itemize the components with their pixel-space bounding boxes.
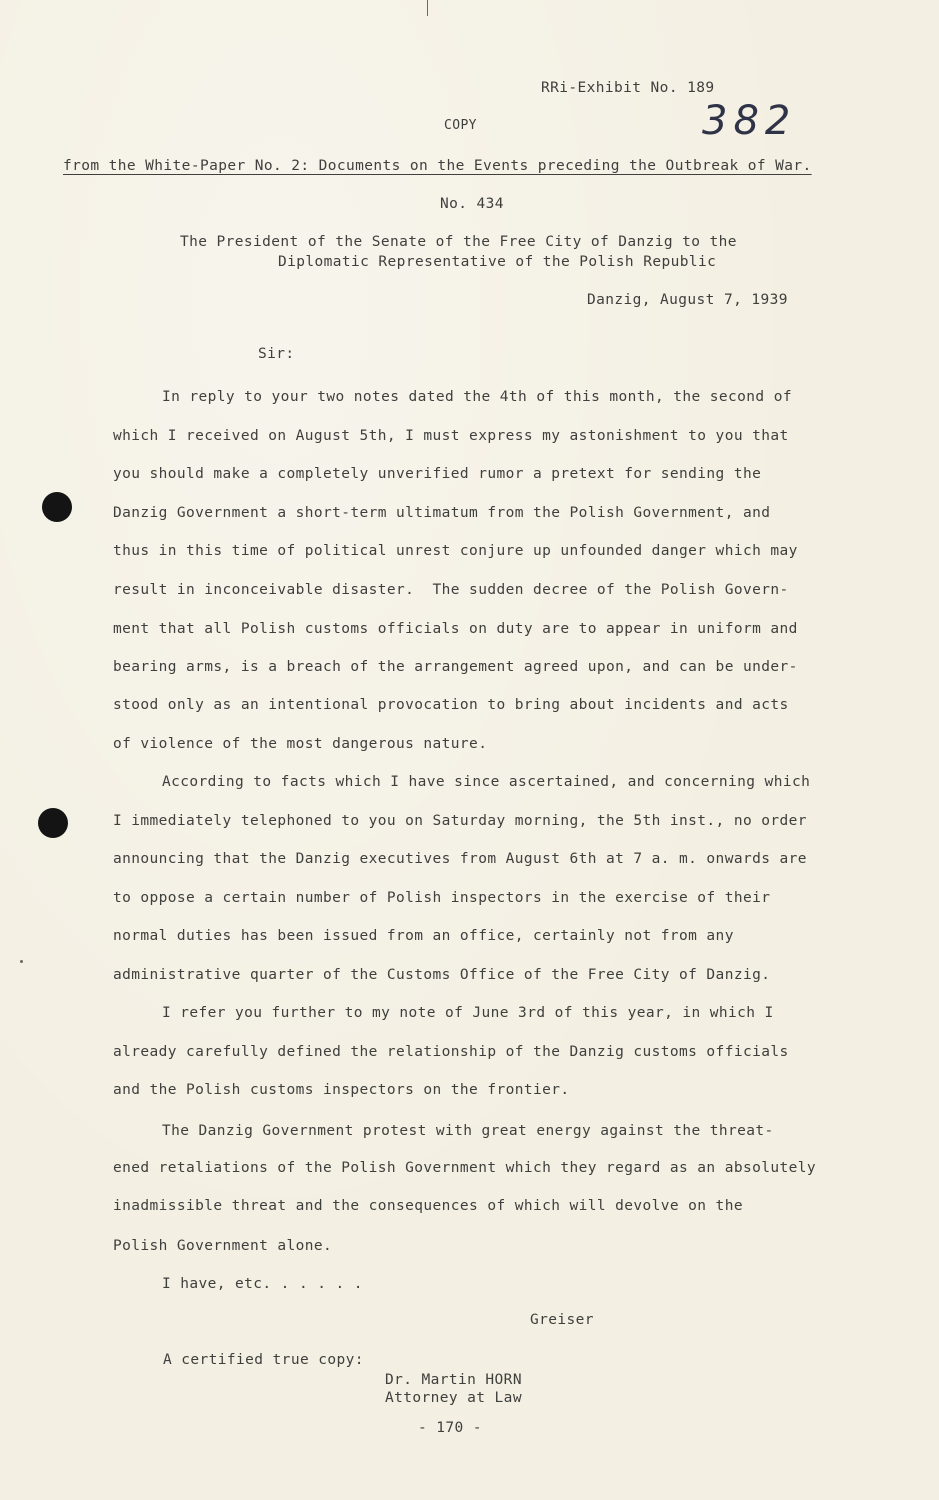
salutation: Sir:	[258, 346, 295, 362]
body-line: announcing that the Danzig executives from August 6th at 7 a. m. onwards are	[113, 851, 807, 867]
signature: Greiser	[530, 1312, 594, 1328]
body-line: already carefully defined the relationship of the Danzig customs officials	[113, 1044, 789, 1060]
body-line: I immediately telephoned to you on Saturday morning, the 5th inst., no order	[113, 813, 807, 829]
copy-label: COPY	[444, 118, 477, 133]
punch-hole-icon	[42, 492, 72, 522]
body-line: normal duties has been issued from an office, certainly not from any	[113, 928, 734, 944]
certification-label: A certified true copy:	[163, 1352, 364, 1368]
heading-line-1: The President of the Senate of the Free City of Danzig to the	[180, 234, 737, 250]
body-line: stood only as an intentional provocation to bring about incidents and acts	[113, 697, 789, 713]
body-line: inadmissible threat and the consequences of which will devolve on the	[113, 1198, 743, 1214]
handwritten-page-number: 382	[702, 98, 797, 144]
body-line: of violence of the most dangerous nature.	[113, 736, 488, 752]
body-line: and the Polish customs inspectors on the frontier.	[113, 1082, 570, 1098]
body-line: According to facts which I have since ascertained, and concerning which	[162, 774, 811, 790]
body-line: Polish Government alone.	[113, 1238, 333, 1254]
certifier-name: Dr. Martin HORN	[385, 1372, 522, 1388]
body-line: Danzig Government a short-term ultimatum from the Polish Government, and	[113, 505, 771, 521]
paper-mark	[20, 960, 23, 963]
heading-line-2: Diplomatic Representative of the Polish Republic	[278, 254, 717, 270]
body-line: ment that all Polish customs officials on duty are to appear in uniform and	[113, 621, 798, 637]
certifier-title: Attorney at Law	[385, 1390, 522, 1406]
place-date: Danzig, August 7, 1939	[587, 292, 788, 308]
body-line: The Danzig Government protest with great energy against the threat-	[162, 1123, 774, 1139]
exhibit-number: RRi-Exhibit No. 189	[541, 80, 715, 96]
body-line: result in inconceivable disaster. The sudden decree of the Polish Govern-	[113, 582, 789, 598]
paper-mark	[427, 0, 428, 16]
body-line: bearing arms, is a breach of the arrangement agreed upon, and can be under-	[113, 659, 798, 675]
body-line: you should make a completely unverified rumor a pretext for sending the	[113, 466, 762, 482]
source-line: from the White-Paper No. 2: Documents on the Events preceding the Outbreak of War.	[63, 158, 812, 174]
document-number: No. 434	[440, 196, 504, 212]
body-line: ened retaliations of the Polish Government which they regard as an absolutely	[113, 1160, 816, 1176]
body-line: administrative quarter of the Customs Office of the Free City of Danzig.	[113, 967, 771, 983]
body-line: which I received on August 5th, I must express my astonishment to you that	[113, 428, 789, 444]
body-line: I refer you further to my note of June 3rd of this year, in which I	[162, 1005, 774, 1021]
punch-hole-icon	[38, 808, 68, 838]
body-line: In reply to your two notes dated the 4th of this month, the second of	[162, 389, 792, 405]
body-line: thus in this time of political unrest conjure up unfounded danger which may	[113, 543, 798, 559]
page-number: - 170 -	[418, 1420, 482, 1436]
body-line: to oppose a certain number of Polish inspectors in the exercise of their	[113, 890, 771, 906]
closing-line: I have, etc. . . . . .	[162, 1276, 363, 1292]
